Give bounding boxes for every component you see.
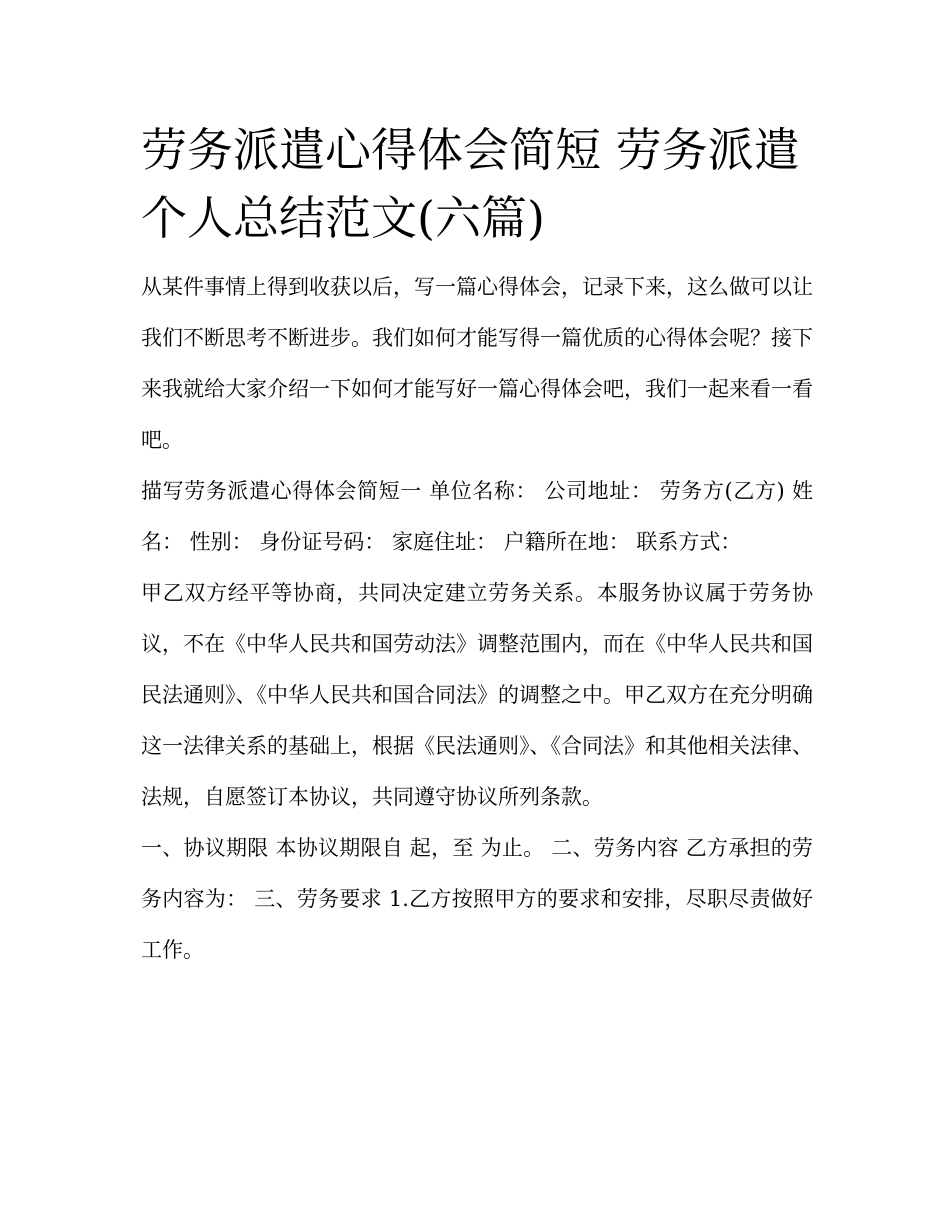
document-title: 劳务派遣心得体会简短 劳务派遣个人总结范文(六篇) <box>141 123 800 245</box>
paragraph-terms: 一、协议期限 本协议期限自 起，至 为止。 二、劳务内容 乙方承担的劳务内容为： 三、劳务要求 1.乙方按照甲方的要求和安排，尽职尽责做好工作。 <box>141 836 813 962</box>
paragraph-agreement: 甲乙双方经平等协商，共同决定建立劳务关系。本服务协议属于劳务协议，不在《中华人民共和国劳动法》调整范围内，而在《中华人民共和国民法通则》、《中华人民共和国合同法》的调整之中。甲乙双方在充分明确这一法律关系的基础上，根据《民法通则》、《合同法》和其他相关法律、法规，自愿签订本协议，共同遵守协议所列条款。 <box>141 581 813 809</box>
document-body <box>141 116 813 976</box>
paragraph-intro: 从某件事情上得到收获以后，写一篇心得体会，记录下来，这么做可以让我们不断思考不断进步。我们如何才能写得一篇优质的心得体会呢？接下来我就给大家介绍一下如何才能写好一篇心得体会吧，我们一起来看一看吧。 <box>141 275 813 452</box>
paragraph-party-info: 描写劳务派遣心得体会简短一 单位名称： 公司地址： 劳务方(乙方) 姓 名： 性别： 身份证号码： 家庭住址： 户籍所在地： 联系方式： <box>141 479 813 554</box>
